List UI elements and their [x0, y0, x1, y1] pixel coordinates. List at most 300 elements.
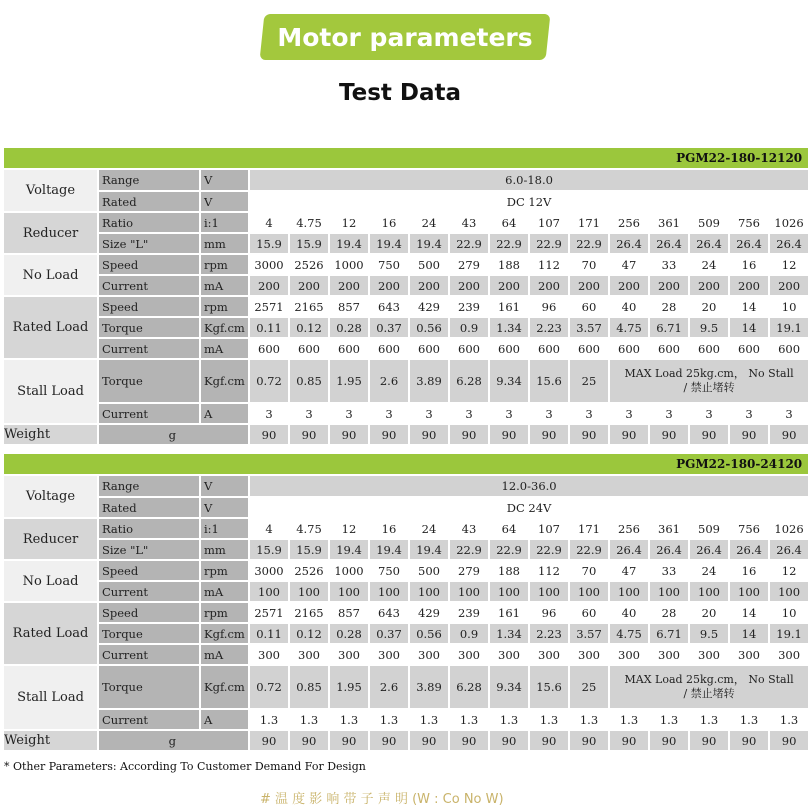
value-cell: 19.4: [410, 540, 448, 559]
unit-label: A: [201, 404, 248, 423]
param-label: Torque: [99, 666, 199, 708]
value-cell: 3: [490, 404, 528, 423]
value-cell: 112: [530, 255, 568, 274]
value-cell: 1.3: [410, 710, 448, 729]
value-cell: 24: [410, 519, 448, 538]
value-cell: 1.3: [490, 710, 528, 729]
value-cell: 22.9: [490, 540, 528, 559]
unit-label: rpm: [201, 603, 248, 622]
value-cell: 19.1: [770, 318, 808, 337]
group-label-voltage: Voltage: [4, 170, 97, 211]
table-row: [4, 561, 808, 580]
title-banner: Motor parameters: [277, 22, 533, 52]
value-cell: 4: [250, 213, 288, 232]
value-cell: 90: [570, 425, 608, 444]
table-row: [4, 498, 808, 517]
table-row: [4, 710, 808, 729]
group-label-weight: Weight: [4, 731, 97, 750]
group-label-reducer: Reducer: [4, 519, 97, 559]
param-label: Speed: [99, 561, 199, 580]
value-cell: 4: [250, 519, 288, 538]
value-cell: 22.9: [530, 540, 568, 559]
value-cell: 15.6: [530, 666, 568, 708]
value-cell: 0.72: [250, 360, 288, 402]
value-cell: 28: [650, 603, 688, 622]
unit-label: A: [201, 710, 248, 729]
value-cell: 1.3: [690, 710, 728, 729]
stall-note: [610, 360, 808, 402]
voltage-rated-value: DC 12V: [250, 192, 808, 211]
value-cell: 1.3: [730, 710, 768, 729]
value-cell: 643: [370, 603, 408, 622]
voltage-range-value: 12.0-36.0: [250, 476, 808, 496]
value-cell: 1.3: [610, 710, 648, 729]
value-cell: 15.9: [290, 540, 328, 559]
param-label: Current: [99, 404, 199, 423]
value-cell: 200: [610, 276, 648, 295]
value-cell: 6.71: [650, 624, 688, 643]
param-label: Speed: [99, 603, 199, 622]
value-cell: 600: [610, 339, 648, 358]
value-cell: 33: [650, 561, 688, 580]
value-cell: 24: [410, 213, 448, 232]
stall-note-line-2: / 禁止堵转: [683, 687, 735, 700]
value-cell: 107: [530, 213, 568, 232]
value-cell: 600: [690, 339, 728, 358]
value-cell: 14: [730, 297, 768, 316]
table-row: [4, 519, 808, 538]
value-cell: 90: [530, 425, 568, 444]
value-cell: 200: [450, 276, 488, 295]
value-cell: 90: [690, 425, 728, 444]
value-cell: 756: [730, 519, 768, 538]
value-cell: 64: [490, 213, 528, 232]
value-cell: 0.9: [450, 624, 488, 643]
table-row: [4, 234, 808, 253]
value-cell: 3: [690, 404, 728, 423]
page-subtitle: Test Data: [338, 80, 462, 106]
value-cell: 361: [650, 519, 688, 538]
value-cell: 600: [370, 339, 408, 358]
param-label: Range: [99, 170, 199, 190]
param-label: Rated: [99, 192, 199, 211]
value-cell: 300: [490, 645, 528, 664]
value-cell: 96: [530, 297, 568, 316]
value-cell: 361: [650, 213, 688, 232]
value-cell: 43: [450, 213, 488, 232]
value-cell: 239: [450, 297, 488, 316]
table-row: [4, 360, 808, 402]
value-cell: 90: [290, 731, 328, 750]
value-cell: 15.9: [250, 234, 288, 253]
value-cell: 90: [450, 425, 488, 444]
value-cell: 20: [690, 603, 728, 622]
value-cell: 100: [650, 582, 688, 601]
stall-note-line-1: MAX Load 25kg.cm， No Stall: [624, 367, 794, 380]
value-cell: 4.75: [610, 624, 648, 643]
value-cell: 2571: [250, 297, 288, 316]
value-cell: 3: [370, 404, 408, 423]
value-cell: 300: [290, 645, 328, 664]
value-cell: 6.28: [450, 666, 488, 708]
value-cell: 90: [570, 731, 608, 750]
value-cell: 90: [770, 425, 808, 444]
value-cell: 256: [610, 213, 648, 232]
stall-note-line-2: / 禁止堵转: [683, 381, 735, 394]
voltage-range-value: 6.0-18.0: [250, 170, 808, 190]
value-cell: 300: [690, 645, 728, 664]
value-cell: 857: [330, 603, 368, 622]
value-cell: 500: [410, 255, 448, 274]
value-cell: 60: [570, 297, 608, 316]
value-cell: 100: [250, 582, 288, 601]
group-label-no-load: No Load: [4, 255, 97, 295]
value-cell: 22.9: [450, 540, 488, 559]
value-cell: 96: [530, 603, 568, 622]
value-cell: 90: [530, 731, 568, 750]
value-cell: 6.71: [650, 318, 688, 337]
table-row: [4, 425, 808, 444]
value-cell: 16: [730, 255, 768, 274]
value-cell: 188: [490, 255, 528, 274]
value-cell: 22.9: [450, 234, 488, 253]
unit-label: rpm: [201, 297, 248, 316]
value-cell: 171: [570, 519, 608, 538]
value-cell: 15.9: [290, 234, 328, 253]
value-cell: 1.34: [490, 624, 528, 643]
cutoff-caption: # 温 度 影 响 带 子 声 明 (W : Co No W): [260, 792, 504, 807]
value-cell: 2.6: [370, 360, 408, 402]
value-cell: 0.12: [290, 318, 328, 337]
value-cell: 2165: [290, 603, 328, 622]
value-cell: 256: [610, 519, 648, 538]
value-cell: 2.23: [530, 318, 568, 337]
value-cell: 26.4: [730, 540, 768, 559]
value-cell: 300: [450, 645, 488, 664]
table-row: [4, 603, 808, 622]
group-label-stall-load: Stall Load: [4, 360, 97, 423]
value-cell: 3: [570, 404, 608, 423]
value-cell: 200: [490, 276, 528, 295]
value-cell: 70: [570, 561, 608, 580]
value-cell: 100: [530, 582, 568, 601]
table-row: [4, 624, 808, 643]
value-cell: 15.6: [530, 360, 568, 402]
spec-table-2: [2, 452, 810, 752]
value-cell: 22.9: [570, 540, 608, 559]
value-cell: 750: [370, 255, 408, 274]
value-cell: 100: [410, 582, 448, 601]
value-cell: 26.4: [650, 540, 688, 559]
value-cell: 2526: [290, 561, 328, 580]
value-cell: 9.5: [690, 318, 728, 337]
value-cell: 60: [570, 603, 608, 622]
group-label-voltage: Voltage: [4, 476, 97, 517]
value-cell: 2526: [290, 255, 328, 274]
value-cell: 40: [610, 297, 648, 316]
value-cell: 0.72: [250, 666, 288, 708]
param-label: Current: [99, 710, 199, 729]
value-cell: 3: [330, 404, 368, 423]
value-cell: 6.28: [450, 360, 488, 402]
unit-label: Kgf.cm: [201, 318, 248, 337]
value-cell: 19.4: [410, 234, 448, 253]
value-cell: 112: [530, 561, 568, 580]
value-cell: 200: [690, 276, 728, 295]
model-name: PGM22-180-12120: [4, 148, 808, 168]
group-label-reducer: Reducer: [4, 213, 97, 253]
value-cell: 300: [330, 645, 368, 664]
value-cell: 24: [690, 255, 728, 274]
value-cell: 19.4: [370, 540, 408, 559]
table-row: [4, 666, 808, 708]
value-cell: 200: [570, 276, 608, 295]
value-cell: 47: [610, 255, 648, 274]
table-row: [4, 731, 808, 750]
value-cell: 90: [610, 731, 648, 750]
value-cell: 90: [490, 425, 528, 444]
value-cell: 64: [490, 519, 528, 538]
value-cell: 300: [370, 645, 408, 664]
value-cell: 100: [770, 582, 808, 601]
value-cell: 90: [490, 731, 528, 750]
table-row: [4, 540, 808, 559]
unit-label: mA: [201, 645, 248, 664]
value-cell: 3: [250, 404, 288, 423]
value-cell: 200: [770, 276, 808, 295]
table-row: [4, 170, 808, 190]
value-cell: 90: [410, 425, 448, 444]
value-cell: 600: [570, 339, 608, 358]
value-cell: 26.4: [690, 540, 728, 559]
unit-label: g: [99, 731, 248, 750]
value-cell: 600: [290, 339, 328, 358]
group-label-no-load: No Load: [4, 561, 97, 601]
value-cell: 429: [410, 603, 448, 622]
value-cell: 279: [450, 255, 488, 274]
value-cell: 1.3: [250, 710, 288, 729]
param-label: Range: [99, 476, 199, 496]
value-cell: 12: [770, 561, 808, 580]
value-cell: 10: [770, 297, 808, 316]
value-cell: 16: [370, 213, 408, 232]
value-cell: 600: [330, 339, 368, 358]
value-cell: 200: [730, 276, 768, 295]
stall-note: [610, 666, 808, 708]
table-row: [4, 645, 808, 664]
value-cell: 0.28: [330, 318, 368, 337]
unit-label: mm: [201, 540, 248, 559]
value-cell: 3: [730, 404, 768, 423]
value-cell: 25: [570, 360, 608, 402]
voltage-rated-value: DC 24V: [250, 498, 808, 517]
value-cell: 26.4: [610, 234, 648, 253]
value-cell: 19.4: [330, 234, 368, 253]
value-cell: 171: [570, 213, 608, 232]
value-cell: 14: [730, 318, 768, 337]
table-row: [4, 339, 808, 358]
value-cell: 2571: [250, 603, 288, 622]
value-cell: 0.11: [250, 318, 288, 337]
param-label: Ratio: [99, 213, 199, 232]
value-cell: 1000: [330, 561, 368, 580]
value-cell: 200: [410, 276, 448, 295]
value-cell: 15.9: [250, 540, 288, 559]
value-cell: 161: [490, 603, 528, 622]
value-cell: 100: [570, 582, 608, 601]
value-cell: 279: [450, 561, 488, 580]
table-row: [4, 318, 808, 337]
value-cell: 90: [330, 425, 368, 444]
value-cell: 40: [610, 603, 648, 622]
value-cell: 9.34: [490, 360, 528, 402]
value-cell: 9.34: [490, 666, 528, 708]
unit-label: i:1: [201, 213, 248, 232]
table-row: [4, 148, 808, 168]
value-cell: 9.5: [690, 624, 728, 643]
param-label: Torque: [99, 624, 199, 643]
value-cell: 0.37: [370, 624, 408, 643]
value-cell: 3.89: [410, 666, 448, 708]
value-cell: 600: [770, 339, 808, 358]
table-row: [4, 454, 808, 474]
table-row: [4, 297, 808, 316]
value-cell: 12: [330, 519, 368, 538]
param-label: Size "L": [99, 540, 199, 559]
value-cell: 19.4: [370, 234, 408, 253]
table-row: [4, 582, 808, 601]
value-cell: 1.95: [330, 360, 368, 402]
table-row: [4, 192, 808, 211]
value-cell: 90: [250, 425, 288, 444]
value-cell: 3: [770, 404, 808, 423]
stall-note-line-1: MAX Load 25kg.cm， No Stall: [624, 673, 794, 686]
value-cell: 4.75: [610, 318, 648, 337]
value-cell: 200: [250, 276, 288, 295]
value-cell: 509: [690, 519, 728, 538]
value-cell: 300: [650, 645, 688, 664]
value-cell: 600: [250, 339, 288, 358]
param-label: Current: [99, 339, 199, 358]
value-cell: 90: [370, 731, 408, 750]
value-cell: 90: [770, 731, 808, 750]
value-cell: 0.37: [370, 318, 408, 337]
value-cell: 90: [290, 425, 328, 444]
value-cell: 14: [730, 624, 768, 643]
unit-label: Kgf.cm: [201, 360, 248, 402]
group-label-rated-load: Rated Load: [4, 297, 97, 358]
value-cell: 3: [410, 404, 448, 423]
value-cell: 33: [650, 255, 688, 274]
value-cell: 750: [370, 561, 408, 580]
value-cell: 200: [370, 276, 408, 295]
value-cell: 300: [530, 645, 568, 664]
value-cell: 100: [290, 582, 328, 601]
value-cell: 161: [490, 297, 528, 316]
value-cell: 90: [370, 425, 408, 444]
param-label: Ratio: [99, 519, 199, 538]
value-cell: 12: [770, 255, 808, 274]
value-cell: 857: [330, 297, 368, 316]
value-cell: 200: [530, 276, 568, 295]
table-row: [4, 255, 808, 274]
spec-table-1: [2, 146, 810, 446]
value-cell: 200: [330, 276, 368, 295]
value-cell: 1.3: [370, 710, 408, 729]
param-label: Rated: [99, 498, 199, 517]
value-cell: 3: [290, 404, 328, 423]
value-cell: 2165: [290, 297, 328, 316]
value-cell: 26.4: [650, 234, 688, 253]
value-cell: 90: [650, 425, 688, 444]
value-cell: 0.85: [290, 360, 328, 402]
value-cell: 0.85: [290, 666, 328, 708]
value-cell: 90: [730, 731, 768, 750]
value-cell: 12: [330, 213, 368, 232]
value-cell: 20: [690, 297, 728, 316]
value-cell: 3: [450, 404, 488, 423]
unit-label: rpm: [201, 561, 248, 580]
value-cell: 10: [770, 603, 808, 622]
value-cell: 25: [570, 666, 608, 708]
value-cell: 90: [250, 731, 288, 750]
param-label: Speed: [99, 297, 199, 316]
value-cell: 22.9: [570, 234, 608, 253]
value-cell: 28: [650, 297, 688, 316]
table-row: [4, 213, 808, 232]
value-cell: 429: [410, 297, 448, 316]
param-label: Torque: [99, 360, 199, 402]
unit-label: Kgf.cm: [201, 624, 248, 643]
value-cell: 26.4: [770, 540, 808, 559]
unit-label: V: [201, 476, 248, 496]
table-row: [4, 276, 808, 295]
value-cell: 19.1: [770, 624, 808, 643]
value-cell: 1.3: [450, 710, 488, 729]
unit-label: V: [201, 170, 248, 190]
value-cell: 100: [330, 582, 368, 601]
unit-label: Kgf.cm: [201, 666, 248, 708]
value-cell: 509: [690, 213, 728, 232]
value-cell: 3.89: [410, 360, 448, 402]
unit-label: V: [201, 192, 248, 211]
value-cell: 90: [610, 425, 648, 444]
value-cell: 1.95: [330, 666, 368, 708]
unit-label: mm: [201, 234, 248, 253]
value-cell: 300: [610, 645, 648, 664]
param-label: Speed: [99, 255, 199, 274]
value-cell: 600: [530, 339, 568, 358]
value-cell: 3: [650, 404, 688, 423]
value-cell: 3000: [250, 255, 288, 274]
value-cell: 3: [530, 404, 568, 423]
value-cell: 90: [690, 731, 728, 750]
value-cell: 100: [690, 582, 728, 601]
param-label: Torque: [99, 318, 199, 337]
value-cell: 200: [650, 276, 688, 295]
value-cell: 1026: [770, 519, 808, 538]
value-cell: 2.6: [370, 666, 408, 708]
value-cell: 100: [370, 582, 408, 601]
value-cell: 1026: [770, 213, 808, 232]
unit-label: mA: [201, 339, 248, 358]
param-label: Current: [99, 645, 199, 664]
model-name: PGM22-180-24120: [4, 454, 808, 474]
value-cell: 90: [650, 731, 688, 750]
value-cell: 756: [730, 213, 768, 232]
value-cell: 107: [530, 519, 568, 538]
value-cell: 0.12: [290, 624, 328, 643]
